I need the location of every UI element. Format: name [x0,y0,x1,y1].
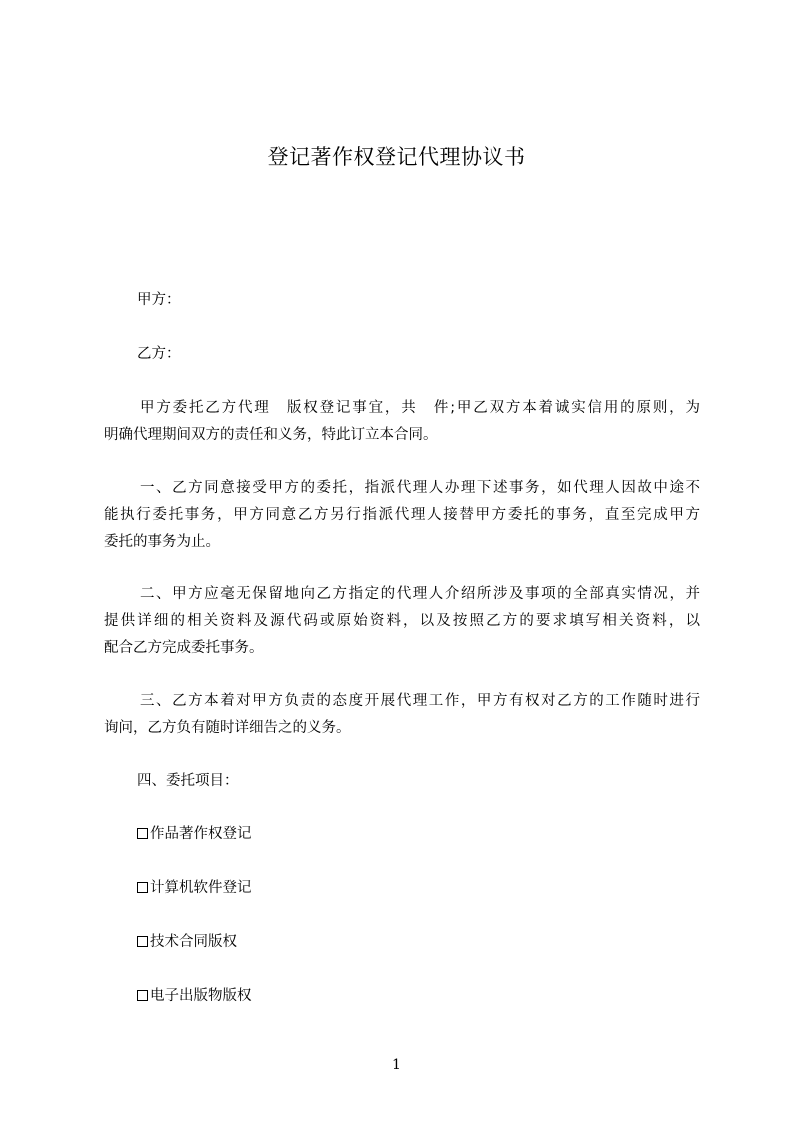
checkbox-icon[interactable] [137,882,148,893]
clause-1-line-3: 委托的事务为止。 [104,534,220,550]
checkbox-icon[interactable] [137,936,148,947]
clause-3-line-1: 三、乙方本着对甲方负责的态度开展代理工作，甲方有权对乙方的工作随时进行 [140,693,700,709]
checkbox-icon[interactable] [137,990,148,1001]
clause-4-heading: 四、委托项目： [137,773,239,789]
clause-2-line-3: 配合乙方完成委托事务。 [104,640,264,656]
option-work-copyright[interactable] [137,824,252,844]
clause-2-line-2: 提供详细的相关资料及源代码或原始资料，以及按照乙方的要求填写相关资料，以 [104,613,700,629]
option-software-registration[interactable] [137,878,252,898]
clause-3-line-2: 询问，乙方负有随时详细告之的义务。 [104,720,351,736]
option-label: 电子出版物版权 [150,988,252,1004]
option-e-publication[interactable] [137,986,252,1006]
clause-1-line-1: 一、乙方同意接受甲方的委托，指派代理人办理下述事务，如代理人因故中途不 [140,480,700,496]
clause-2-line-1: 二、甲方应毫无保留地向乙方指定的代理人介绍所涉及事项的全部真实情况，并 [140,586,700,602]
page-number: 1 [392,1057,401,1073]
document-title: 登记著作权登记代理协议书 [267,145,526,169]
intro-line-2: 明确代理期间双方的责任和义务，特此订立本合同。 [104,427,438,443]
option-label: 技术合同版权 [150,934,237,950]
intro-line-1: 甲方委托乙方代理 版权登记事宜，共 件;甲乙双方本着诚实信用的原则，为 [140,400,700,416]
clause-1-line-2: 能执行委托事务，甲方同意乙方另行指派代理人接替甲方委托的事务，直至完成甲方 [104,507,700,523]
party-b-label: 乙方： [137,346,181,362]
option-label: 计算机软件登记 [150,880,252,896]
checkbox-icon[interactable] [137,828,148,839]
party-a-label: 甲方： [137,292,181,308]
option-tech-contract[interactable] [137,932,237,952]
option-label: 作品著作权登记 [150,826,252,842]
